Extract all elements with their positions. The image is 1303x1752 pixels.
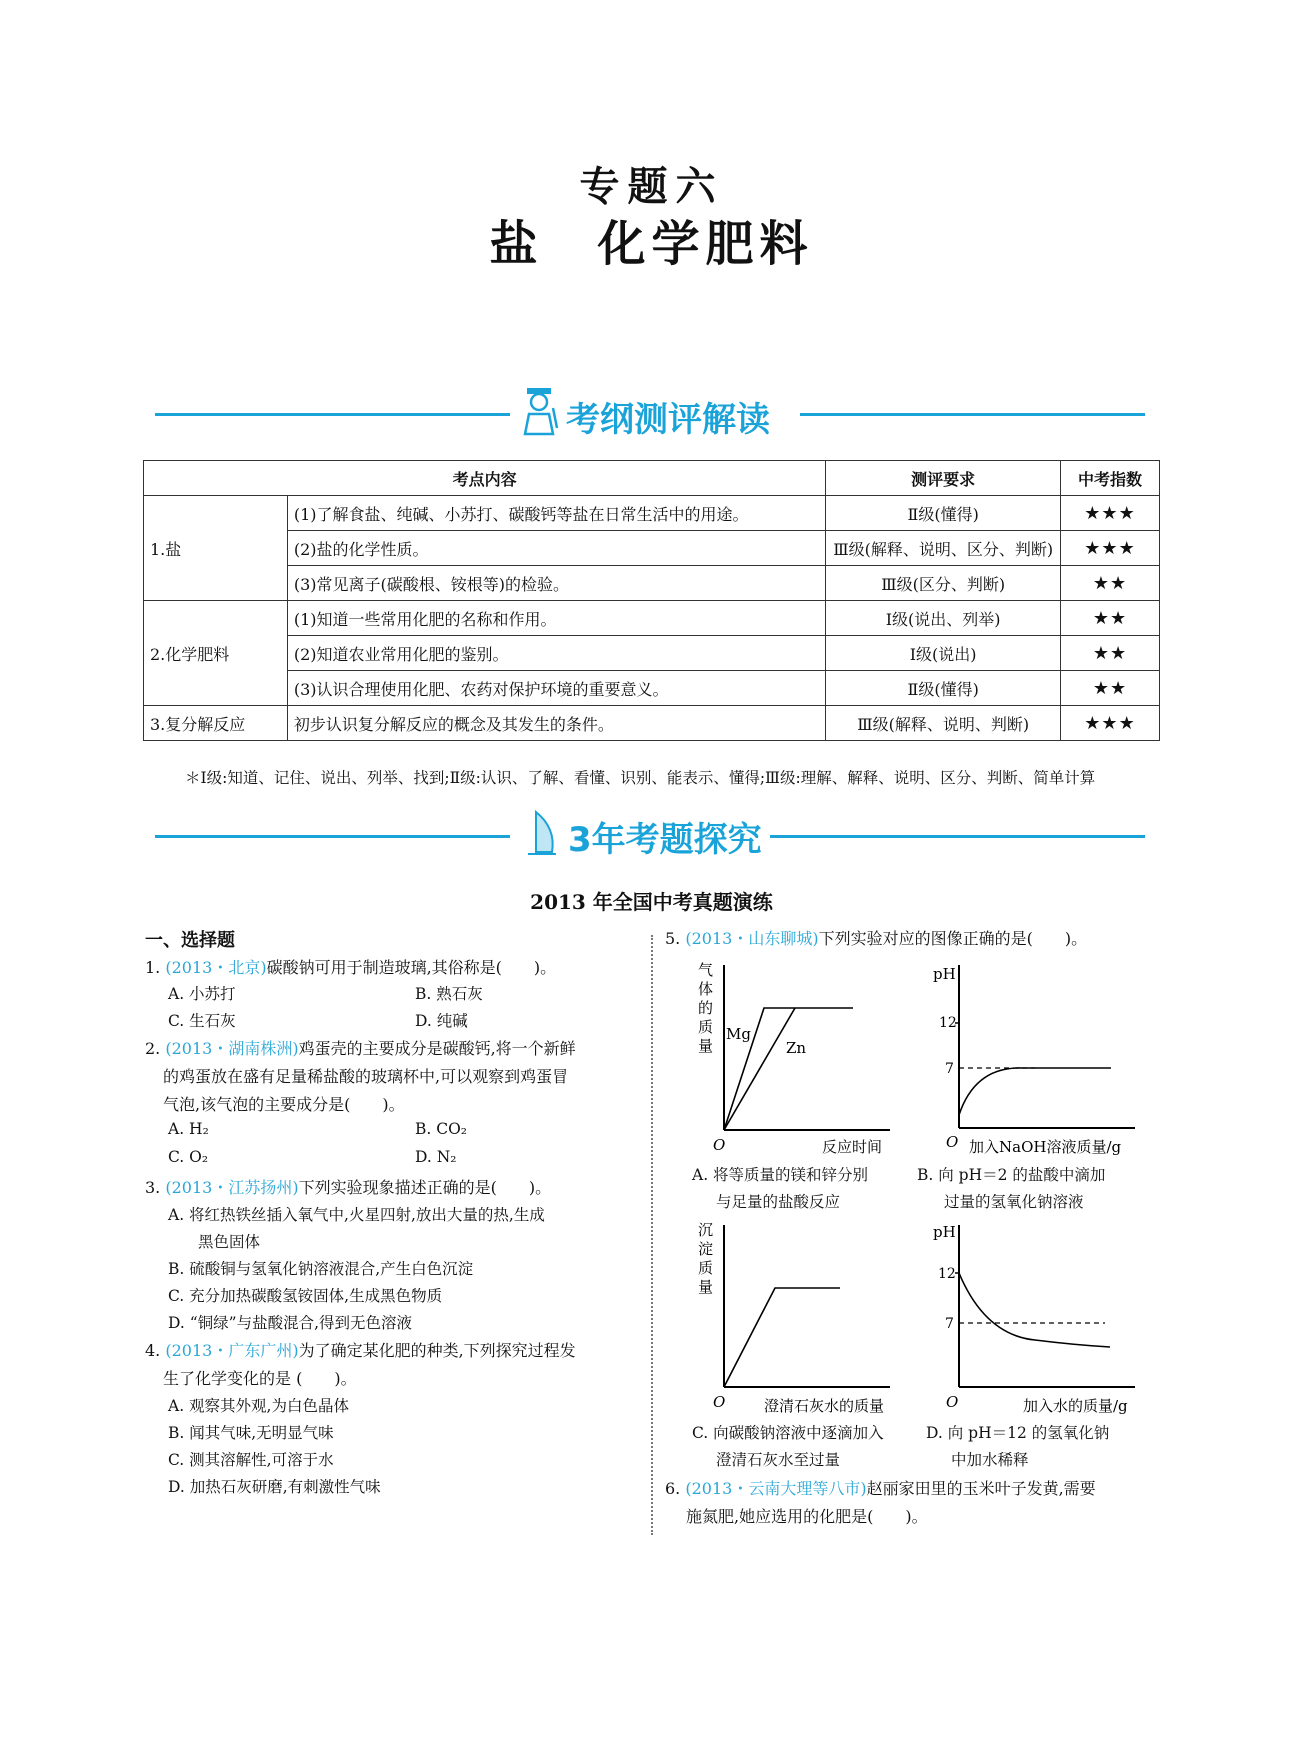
- question-number: 5.: [665, 929, 681, 948]
- tick-label-7: 7: [945, 1061, 954, 1077]
- graph-b: [915, 955, 1135, 1155]
- row-stars: ★★★: [1061, 496, 1160, 531]
- curve-ph: [959, 1068, 1111, 1115]
- question-number: 4.: [145, 1341, 161, 1360]
- row-level: Ⅱ级(懂得): [826, 671, 1061, 706]
- y-label-char: 气: [698, 961, 714, 979]
- option-a: A. 观察其外观,为白色晶体: [168, 1397, 349, 1415]
- group-name: 3.复分解反应: [144, 706, 288, 741]
- graph-c-caption: C. 向碳酸钠溶液中逐滴加入: [692, 1424, 884, 1442]
- row-stars: ★★★: [1061, 531, 1160, 566]
- curve-precipitate: [724, 1288, 840, 1387]
- option-c: C. O₂: [168, 1148, 209, 1166]
- graph-a-caption-line2: 与足量的盐酸反应: [716, 1193, 841, 1211]
- row-level: Ⅰ级(说出、列举): [826, 601, 1061, 636]
- x-label: 澄清石灰水的质量: [764, 1397, 885, 1415]
- row-content: 初步认识复分解反应的概念及其发生的条件。: [287, 706, 825, 741]
- y-label-char: 淀: [698, 1240, 714, 1258]
- question-source: (2013・湖南株洲): [165, 1039, 299, 1058]
- x-label: 加入NaOH溶液质量/g: [969, 1138, 1122, 1155]
- x-label: 加入水的质量/g: [1023, 1397, 1128, 1415]
- group-name: 2.化学肥料: [144, 601, 288, 706]
- row-stars: ★★: [1061, 636, 1160, 671]
- graph-d: [915, 1215, 1135, 1415]
- syllabus-table: [143, 460, 1160, 741]
- question-1: [145, 954, 556, 981]
- row-level: Ⅱ级(懂得): [826, 496, 1061, 531]
- row-level: Ⅲ级(区分、判断): [826, 566, 1061, 601]
- graph-d-caption: D. 向 pH＝12 的氢氧化钠: [926, 1424, 1110, 1442]
- table-row: [144, 531, 1160, 566]
- origin-label: O: [713, 1393, 726, 1411]
- row-stars: ★★★: [1061, 706, 1160, 741]
- question-source: (2013・广东广州): [165, 1341, 299, 1360]
- option-a-continued: 黑色固体: [198, 1233, 261, 1251]
- y-label-char: 沉: [698, 1221, 714, 1239]
- section-title-exams: 3年考题探究: [568, 820, 762, 860]
- question-source: (2013・云南大理等八市): [685, 1479, 867, 1498]
- question-text-line: 的鸡蛋放在盛有足量稀盐酸的玻璃杯中,可以观察到鸡蛋冒: [163, 1067, 569, 1086]
- y-label-char: 质: [698, 1259, 714, 1277]
- question-source: (2013・北京): [165, 958, 267, 977]
- page-title: 盐 化学肥料: [489, 216, 814, 272]
- graph-b-caption: B. 向 pH＝2 的盐酸中滴加: [917, 1166, 1106, 1184]
- question-text: 鸡蛋壳的主要成分是碳酸钙,将一个新鲜: [298, 1039, 576, 1058]
- row-stars: ★★: [1061, 601, 1160, 636]
- part-heading: 一、选择题: [145, 930, 235, 951]
- sail-icon: [522, 808, 562, 858]
- graph-b-caption-line2: 过量的氢氧化钠溶液: [944, 1193, 1084, 1211]
- question-number: 1.: [145, 958, 161, 977]
- question-text-line: 生了化学变化的是 ( )。: [163, 1369, 357, 1388]
- question-text-line: 气泡,该气泡的主要成分是( )。: [163, 1095, 405, 1114]
- question-text: 为了确定某化肥的种类,下列探究过程发: [298, 1341, 576, 1360]
- level-note: ＊Ⅰ级:知道、记住、说出、列举、找到;Ⅱ级:认识、了解、看懂、识别、能表示、懂得;Ⅲ级:理解、解释、说明、区分、判断、简单计算: [185, 769, 1096, 787]
- row-content: (2)盐的化学性质。: [287, 531, 825, 566]
- option-d: D. 纯碱: [415, 1012, 468, 1030]
- row-content: (3)常见离子(碳酸根、铵根等)的检验。: [287, 566, 825, 601]
- row-content: (2)知道农业常用化肥的鉴别。: [287, 636, 825, 671]
- option-b: B. 硫酸铜与氢氧化钠溶液混合,产生白色沉淀: [168, 1260, 474, 1278]
- option-b: B. 闻其气味,无明显气味: [168, 1424, 334, 1442]
- option-a: A. 将红热铁丝插入氧气中,火星四射,放出大量的热,生成: [168, 1206, 545, 1224]
- row-content: (1)知道一些常用化肥的名称和作用。: [287, 601, 825, 636]
- option-c: C. 生石灰: [168, 1012, 236, 1030]
- group-name: 1.盐: [144, 496, 288, 601]
- y-label-char: 体: [698, 980, 714, 998]
- question-2: [145, 1035, 576, 1062]
- row-level: Ⅲ级(解释、说明、区分、判断): [826, 531, 1061, 566]
- origin-label: O: [713, 1136, 726, 1154]
- y-label-char: 质: [698, 1018, 714, 1036]
- table-row: [144, 671, 1160, 706]
- origin-label: O: [946, 1133, 959, 1151]
- question-text: 下列实验现象描述正确的是( )。: [298, 1178, 552, 1197]
- section-divider-right: [770, 835, 1145, 838]
- question-number: 6.: [665, 1479, 681, 1498]
- option-d: D. N₂: [415, 1148, 457, 1166]
- curve-label-mg: Mg: [726, 1025, 751, 1043]
- question-5: [665, 925, 1087, 952]
- section-divider-left: [155, 835, 510, 838]
- col-header-requirement: 测评要求: [826, 461, 1061, 496]
- row-level: Ⅲ级(解释、说明、判断): [826, 706, 1061, 741]
- option-b: B. 熟石灰: [415, 985, 483, 1003]
- row-stars: ★★: [1061, 671, 1160, 706]
- question-text: 碳酸钠可用于制造玻璃,其俗称是( )。: [266, 958, 557, 977]
- option-a: A. 小苏打: [168, 985, 236, 1003]
- topic-label: 专题六: [579, 164, 724, 210]
- curve-label-zn: Zn: [786, 1039, 807, 1057]
- row-level: Ⅰ级(说出): [826, 636, 1061, 671]
- row-content: (1)了解食盐、纯碱、小苏打、碳酸钙等盐在日常生活中的用途。: [287, 496, 825, 531]
- graph-d-caption-line2: 中加水稀释: [951, 1451, 1029, 1469]
- option-a: A. H₂: [168, 1120, 209, 1138]
- question-number: 3.: [145, 1178, 161, 1197]
- option-b: B. CO₂: [415, 1120, 468, 1138]
- question-3: [145, 1174, 551, 1201]
- y-label-char: 量: [698, 1037, 714, 1055]
- graph-c: [690, 1215, 890, 1415]
- row-stars: ★★: [1061, 566, 1160, 601]
- table-header-row: [144, 461, 1160, 496]
- table-row: [144, 566, 1160, 601]
- question-number: 2.: [145, 1039, 161, 1058]
- y-label: pH: [933, 965, 956, 983]
- graph-a-caption: A. 将等质量的镁和锌分别: [692, 1166, 869, 1184]
- option-d: D. 加热石灰研磨,有刺激性气味: [168, 1478, 381, 1496]
- row-content: (3)认识合理使用化肥、农药对保护环境的重要意义。: [287, 671, 825, 706]
- question-text: 赵丽家田里的玉米叶子发黄,需要: [866, 1479, 1096, 1498]
- y-label: pH: [933, 1223, 956, 1241]
- table-row: [144, 636, 1160, 671]
- scholar-icon: [517, 384, 561, 436]
- table-row: [144, 601, 1160, 636]
- question-source: (2013・山东聊城): [685, 929, 819, 948]
- col-header-index: 中考指数: [1061, 461, 1160, 496]
- exam-subtitle: 2013 年全国中考真题演练: [530, 890, 773, 914]
- question-4: [145, 1337, 576, 1364]
- column-separator: [651, 935, 653, 1535]
- x-label: 反应时间: [822, 1138, 883, 1155]
- table-row: [144, 706, 1160, 741]
- section-divider-right: [800, 413, 1145, 416]
- section-title-syllabus: 考纲测评解读: [566, 400, 770, 440]
- y-label-char: 的: [698, 999, 714, 1017]
- curve-ph: [959, 1273, 1110, 1347]
- graph-a: [690, 955, 890, 1155]
- question-source: (2013・江苏扬州): [165, 1178, 299, 1197]
- question-text-line: 施氮肥,她应选用的化肥是( )。: [686, 1507, 928, 1526]
- tick-label-12: 12: [938, 1266, 956, 1282]
- question-text: 下列实验对应的图像正确的是( )。: [818, 929, 1088, 948]
- y-label-char: 量: [698, 1278, 714, 1296]
- tick-label-12: 12: [939, 1015, 957, 1031]
- option-c: C. 测其溶解性,可溶于水: [168, 1451, 334, 1469]
- origin-label: O: [946, 1393, 959, 1411]
- question-6: [665, 1475, 1096, 1502]
- option-d: D. “铜绿”与盐酸混合,得到无色溶液: [168, 1314, 413, 1332]
- tick-label-7: 7: [945, 1316, 954, 1332]
- graph-c-caption-line2: 澄清石灰水至过量: [716, 1451, 841, 1469]
- table-row: [144, 496, 1160, 531]
- col-header-content: 考点内容: [144, 461, 826, 496]
- section-divider-left: [155, 413, 510, 416]
- option-c: C. 充分加热碳酸氢铵固体,生成黑色物质: [168, 1287, 443, 1305]
